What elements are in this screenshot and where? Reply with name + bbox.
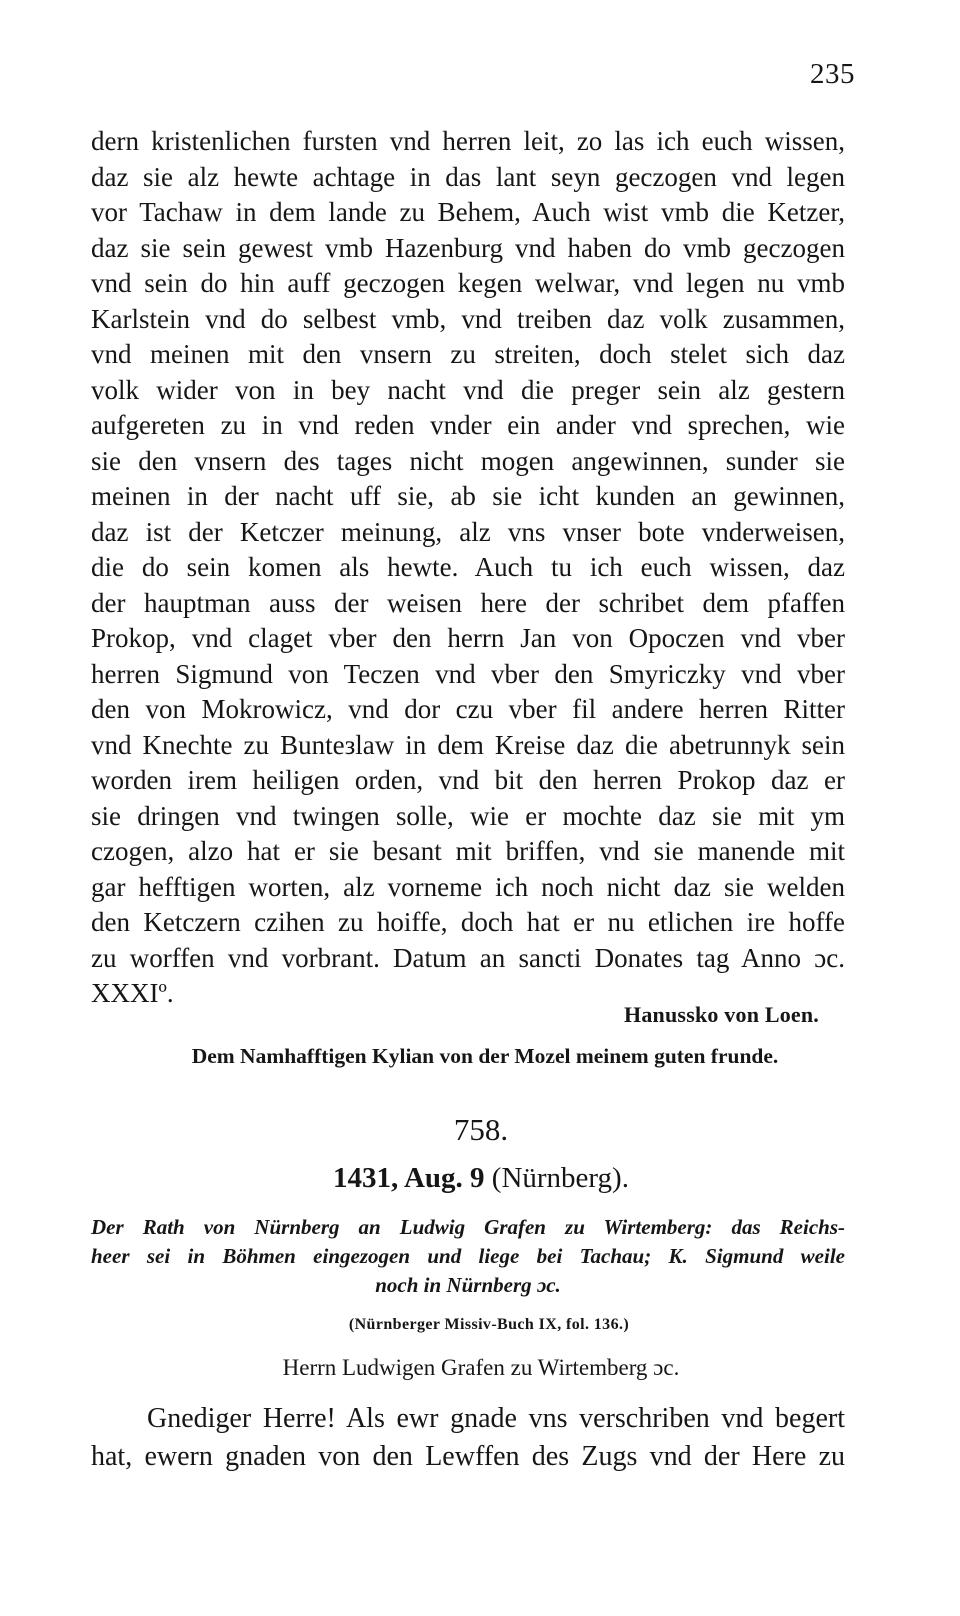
text-line: Karlstein vnd do selbest vmb, vnd treiben daz volk zusammen, <box>91 303 845 334</box>
source-citation: (Nürnberger Missiv-Buch IX, fol. 136.) <box>348 1316 630 1333</box>
text-line: vor Tachaw in dem lande zu Behem, Auch wist vmb die Ketzer, <box>91 197 845 227</box>
text-line: daz ist der Ketczer meinung, alz vns vnser bote vnderweisen, <box>91 516 845 547</box>
text-line: meinen in der nacht uff sie, ab sie icht kunden an gewinnen, <box>91 481 845 511</box>
document-date-value: 1431, Aug. 9 <box>333 1162 485 1194</box>
text-line: XXXIº. <box>91 978 174 1008</box>
text-line: sie dringen vnd twingen solle, wie er mochte daz sie mit ym <box>91 800 845 831</box>
text-line: vnd Knechte zu Bunteзlaw in dem Kreise daz die abetrunnyk sein <box>91 729 845 760</box>
text-line: gar hefftigen worten, alz vorneme ich noch nicht daz sie welden <box>91 871 845 902</box>
new-letter-body-text <box>91 1400 845 1476</box>
text-line: hat, ewern gnaden von den Lewffen des Zugs vnd der Here zu <box>91 1441 845 1472</box>
text-line: Gnediger Herre! Als ewr gnade vns verschriben vnd begert <box>147 1403 845 1434</box>
text-line: zu worffen vnd vorbrant. Datum an sancti Donates tag Anno ɔc. <box>91 942 845 973</box>
text-line: dern kristenlichen fursten vnd herren leit, zo las ich euch wissen, <box>91 126 845 156</box>
text-line: aufgereten zu in vnd reden vnder ein ander vnd sprechen, wie <box>91 410 845 440</box>
text-line: daz sie sein gewest vmb Hazenburg vnd haben do vmb geczogen <box>91 232 845 263</box>
addressee-heading: Herrn Ludwigen Grafen zu Wirtemberg ɔc. <box>282 1355 680 1380</box>
text-line: vnd sein do hin auff geczogen kegen welwar, vnd legen nu vmb <box>91 268 845 298</box>
text-line: Prokop, vnd claget vber den herrn Jan von Opoczen vnd vber <box>91 623 845 653</box>
document-regest <box>91 1213 845 1300</box>
text-line: worden irem heiligen orden, vnd bit den herren Prokop daz er <box>91 765 845 795</box>
page-number: 235 <box>810 58 855 90</box>
signature: Hanussko von Loen. <box>624 1002 819 1027</box>
document-number: 758. <box>453 1112 509 1147</box>
regest-line: noch in Nürnberg ɔc. <box>375 1273 561 1297</box>
text-line: czogen, alzo hat er sie besant mit briffen, vnd sie manende mit <box>91 836 845 866</box>
document-date <box>0 1162 960 1195</box>
text-line: volk wider von in bey nacht vnd die preger sein alz gestern <box>91 374 845 405</box>
text-line: die do sein komen als hewte. Auch tu ich euch wissen, daz <box>91 552 845 582</box>
regest-line: Der Rath von Nürnberg an Ludwig Grafen zu Wirtemberg: das Reichs- <box>91 1215 845 1239</box>
text-line: herren Sigmund von Teczen vnd vber den Smyriczky vnd vber <box>91 658 845 689</box>
letter-address: Dem Namhafftigen Kylian von der Mozel meinem guten frunde. <box>191 1044 779 1068</box>
regest-line: heer sei in Böhmen eingezogen und liege bei Tachau; K. Sigmund weile <box>91 1244 845 1268</box>
text-line: sie den vnsern des tages nicht mogen angewinnen, sunder sie <box>91 445 845 476</box>
text-line: den Ketczern czihen zu hoiffe, doch hat er nu etlichen ire hoffe <box>91 907 845 937</box>
text-line: den von Mokrowicz, vnd dor czu vber fil andere herren Ritter <box>91 694 845 724</box>
letter-body-text <box>91 124 845 1012</box>
document-date-place: (Nürnberg). <box>491 1162 629 1194</box>
text-line: vnd meinen mit den vnsern zu streiten, doch stelet sich daz <box>91 339 845 369</box>
text-line: der hauptman auss der weisen here der schribet dem pfaffen <box>91 587 845 618</box>
text-line: daz sie alz hewte achtage in das lant seyn geczogen vnd legen <box>91 161 845 192</box>
